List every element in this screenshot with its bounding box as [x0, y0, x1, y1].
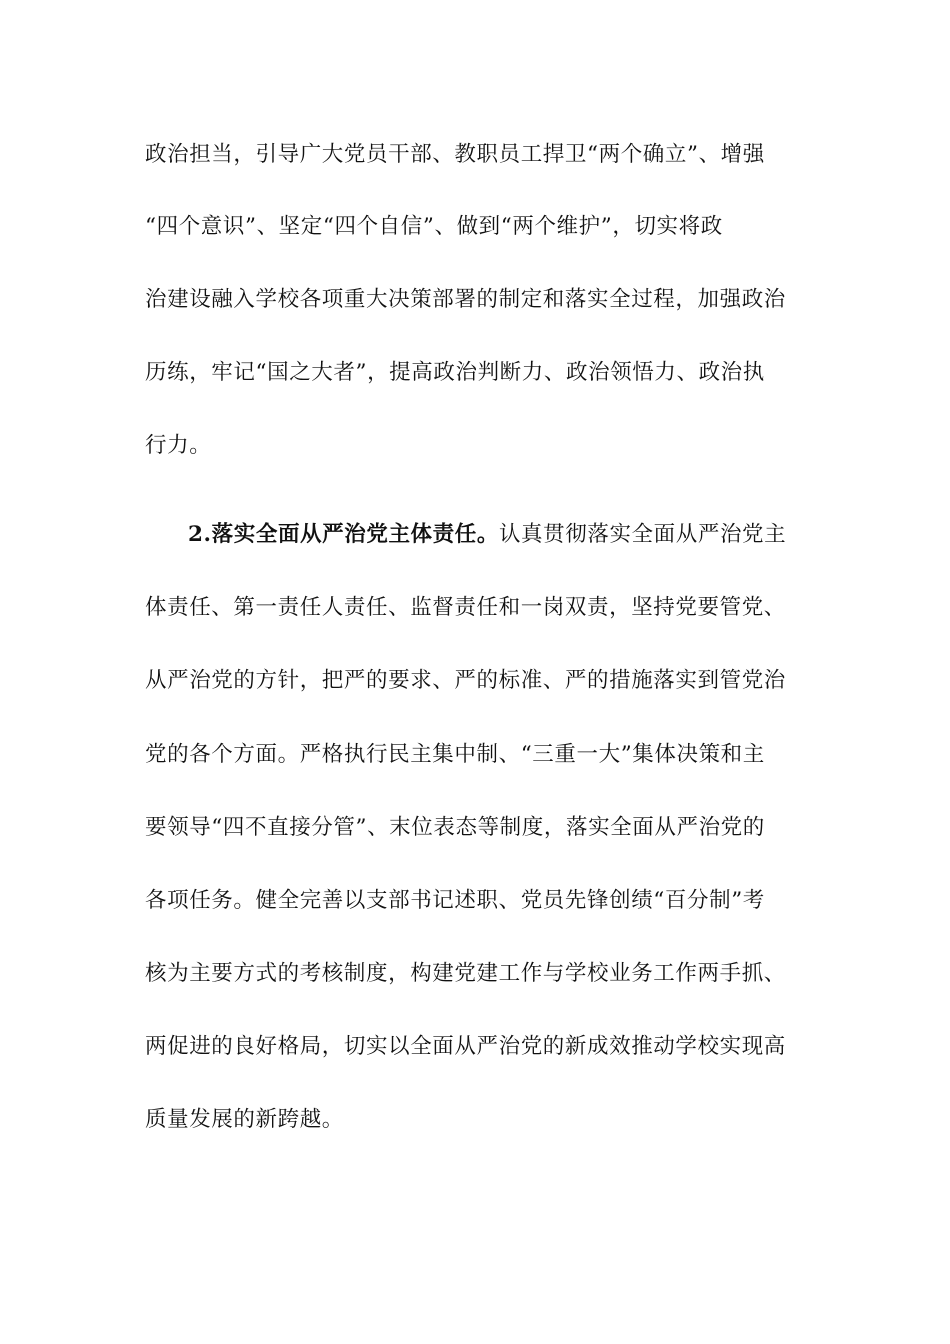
text-line: 要领导“四不直接分管”、末位表态等制度，落实全面从严治党的	[145, 815, 765, 840]
text-line: 党的各个方面。严格执行民主集中制、“三重一大”集体决策和主	[145, 742, 765, 767]
text-line: 历练，牢记“国之大者”，提高政治判断力、政治领悟力、政治执	[145, 360, 765, 385]
text-line: 治建设融入学校各项重大决策部署的制定和落实全过程，加强政治	[145, 287, 786, 312]
text-line: 行力。	[145, 433, 212, 458]
text-line: 核为主要方式的考核制度，构建党建工作与学校业务工作两手抓、	[145, 961, 786, 986]
text-line: 各项任务。健全完善以支部书记述职、党员先锋创绩“百分制”考	[145, 888, 765, 913]
text-line: 政治担当，引导广大党员干部、教职员工捍卫“两个确立”、增强	[145, 142, 765, 167]
paragraph-first-line	[188, 520, 848, 550]
section-heading: 2.落实全面从严治党主体责任。	[188, 522, 499, 547]
text-line: 质量发展的新跨越。	[145, 1107, 344, 1132]
text-line: 体责任、第一责任人责任、监督责任和一岗双责，坚持党要管党、	[145, 595, 786, 620]
text-line: 从严治党的方针，把严的要求、严的标准、严的措施落实到管党治	[145, 668, 786, 693]
text-span: 认真贯彻落实全面从严治党主	[498, 522, 787, 547]
text-line: “四个意识”、坚定“四个自信”、做到“两个维护”，切实将政	[145, 214, 723, 239]
text-line: 两促进的良好格局，切实以全面从严治党的新成效推动学校实现高	[145, 1034, 786, 1059]
